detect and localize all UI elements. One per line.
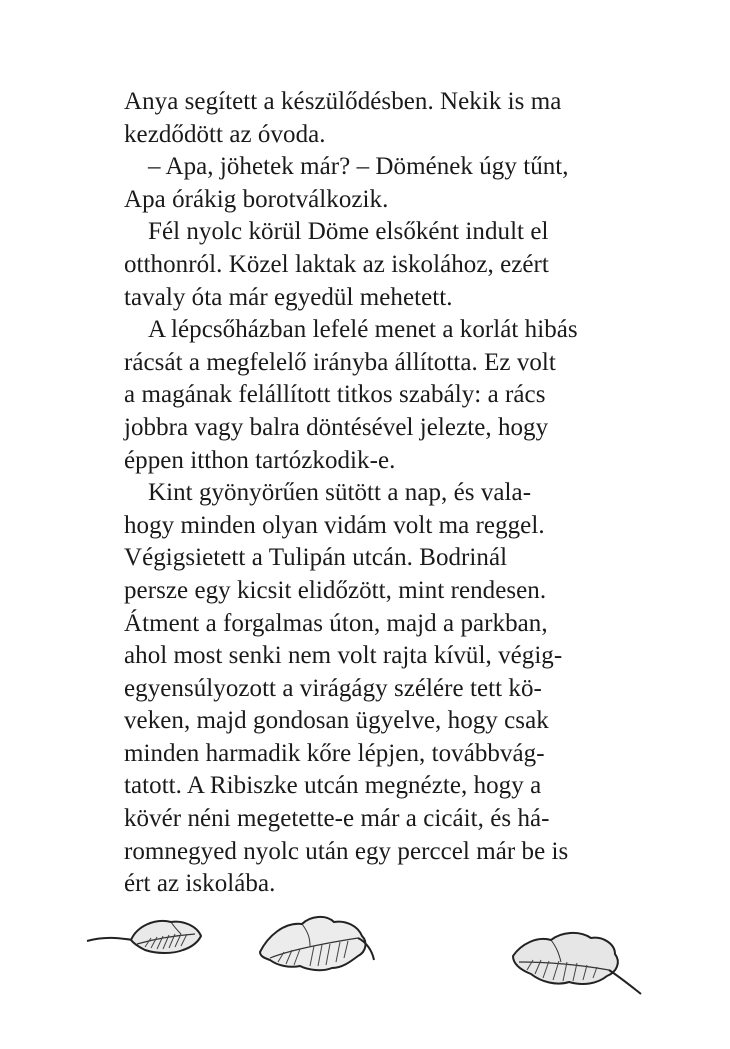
text-line: Anya segített a készülődésben. Nekik is ma	[124, 88, 562, 115]
leaf-icon	[85, 914, 205, 964]
text-line: Átment a forgalmas úton, majd a parkban,	[124, 609, 548, 637]
text-line: otthonról. Közel laktak az iskolához, ezért	[124, 250, 549, 278]
text-line: Kint gyönyörűen sütött a nap, és vala-	[148, 479, 532, 507]
text-line: hogy minden olyan vidám volt ma reggel.	[124, 511, 545, 539]
leaf-icon	[250, 908, 380, 978]
text-line: Fél nyolc körül Döme elsőként indult el	[148, 218, 549, 246]
text-line: jobbra vagy balra döntésével jelezte, hogy	[124, 413, 549, 441]
text-line: A lépcsőházban lefelé menet a korlát hibás	[148, 316, 578, 344]
text-line: egyensúlyozott a virágágy szélére tett kö-	[124, 674, 542, 702]
text-line: Apa órákig borotválkozik.	[124, 185, 389, 213]
text-line: tavaly óta már egyedül mehetett.	[124, 283, 453, 311]
text-line: – Apa, jöhetek már? – Dömének úgy tűnt,	[148, 153, 569, 181]
body-text	[124, 86, 624, 901]
text-line: persze egy kicsit elidőzött, mint rendesen.	[124, 576, 547, 604]
text-line: a magának felállított titkos szabály: a rács	[124, 381, 546, 409]
leaf-icon	[505, 926, 645, 998]
text-line: romnegyed nyolc után egy perccel már be is	[124, 837, 569, 865]
text-line: Végigsietett a Tulipán utcán. Bodrinál	[124, 544, 508, 572]
text-line: kezdődött az óvoda.	[124, 120, 326, 148]
text-line: veken, majd gondosan ügyelve, hogy csak	[124, 707, 549, 735]
text-line: minden harmadik kőre lépjen, továbbvág-	[124, 739, 545, 767]
leaf-decoration	[0, 900, 730, 1020]
text-line: tatott. A Ribiszke utcán megnézte, hogy a	[124, 772, 542, 800]
text-line: ért az iskolába.	[124, 870, 276, 898]
text-line: kövér néni megetette-e már a cicáit, és há-	[124, 805, 550, 833]
text-line: rácsát a megfelelő irányba állította. Ez volt	[124, 348, 556, 376]
text-line: ahol most senki nem volt rajta kívül, végig-	[124, 642, 563, 670]
text-line: éppen itthon tartózkodik-e.	[124, 446, 396, 474]
